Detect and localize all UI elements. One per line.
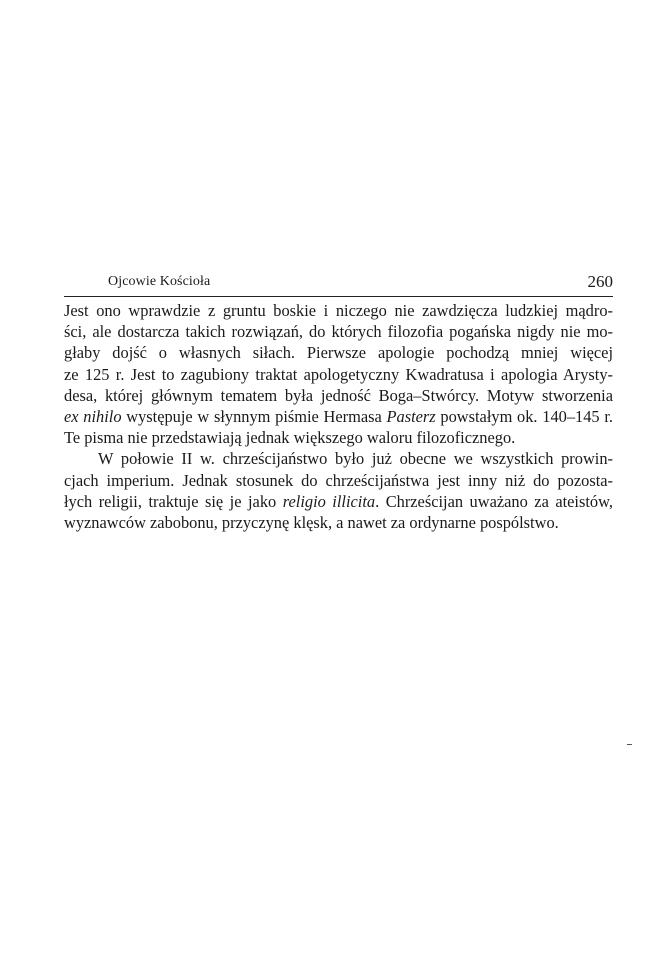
italic-term: ex nihilo: [64, 407, 122, 427]
text-line: ze 125 r. Jest to zagubiony traktat apologetyczny Kwadratusa i apologia Arysty-: [64, 364, 613, 384]
text-line: ści, ale dostarcza takich rozwiązań, do których filozofia pogańska nigdy nie mo-: [64, 322, 613, 342]
running-header: [64, 272, 613, 294]
text-line: desa, której głównym tematem była jedność Boga–Stwórcy. Motyw stworzenia: [64, 385, 613, 405]
page-number: 260: [587, 272, 613, 291]
margin-mark: [627, 744, 632, 745]
header-rule: [64, 296, 613, 297]
text-line: ex nihilo występuje w słynnym piśmie Hermasa Pasterz powstałym ok. 140–145 r.: [64, 407, 613, 427]
text-line: łych religii, traktuje się je jako religio illicita. Chrześcijan uważano za ateistów,: [64, 491, 613, 511]
text-line: cjach imperium. Jednak stosunek do chrześcijaństwa jest inny niż do pozosta-: [64, 470, 613, 490]
text-line: wyznawców zabobonu, przyczynę klęsk, a nawet za ordynarne pospólstwo.: [64, 513, 559, 533]
body-text: [64, 300, 613, 533]
italic-term: religio illicita: [282, 491, 376, 511]
running-title: Ojcowie Kościoła: [108, 274, 211, 289]
italic-title: Pasterz: [386, 407, 436, 427]
paragraph-start-line: W połowie II w. chrześcijaństwo było już obecne we wszystkich prowin-: [98, 449, 613, 469]
text-line: Te pisma nie przedstawiają jednak większego waloru filozoficznego.: [64, 428, 516, 448]
text-line: Jest ono wprawdzie z gruntu boskie i niczego nie zawdzięcza ludzkiej mądro-: [64, 301, 613, 320]
text-line: głaby dojść o własnych siłach. Pierwsze apologie pochodzą mniej więcej: [64, 343, 613, 363]
